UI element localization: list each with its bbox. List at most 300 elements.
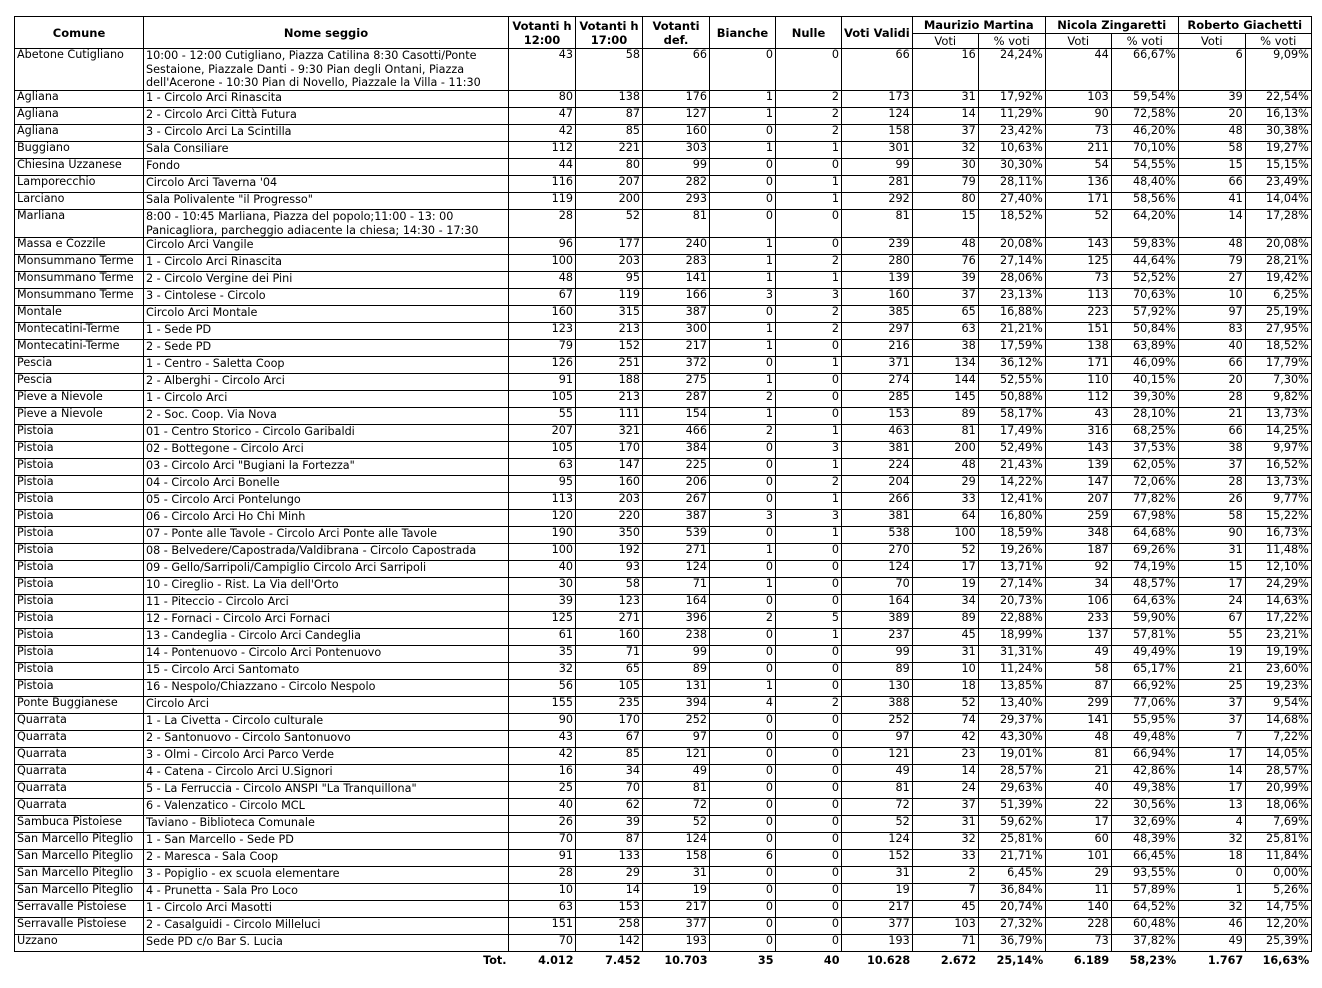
cell-nome-seggio: 1 - San Marcello - Sede PD — [144, 833, 509, 850]
cell-martina-pct: 36,12% — [978, 357, 1045, 374]
table-row — [15, 578, 1312, 595]
table-row — [15, 833, 1312, 850]
cell-zingaretti-pct: 39,30% — [1111, 391, 1178, 408]
cell-zingaretti-pct: 42,86% — [1111, 765, 1178, 782]
cell-votanti-17: 87 — [576, 108, 643, 125]
cell-voti-validi: 193 — [842, 935, 913, 952]
cell-zingaretti-pct: 46,09% — [1111, 357, 1178, 374]
cell-voti-validi: 385 — [842, 306, 913, 323]
cell-votanti-17: 200 — [576, 193, 643, 210]
cell-votanti-17: 39 — [576, 816, 643, 833]
cell-voti-validi: 164 — [842, 595, 913, 612]
cell-zingaretti-pct: 44,64% — [1111, 255, 1178, 272]
cell-martina-pct: 21,21% — [978, 323, 1045, 340]
cell-zingaretti-voti: 73 — [1045, 272, 1111, 289]
cell-martina-voti: 63 — [912, 323, 978, 340]
cell-giachetti-voti: 14 — [1178, 765, 1245, 782]
cell-giachetti-pct: 15,22% — [1245, 510, 1311, 527]
cell-voti-validi: 52 — [842, 816, 913, 833]
cell-nome-seggio: 2 - Casalguidi - Circolo Milleluci — [144, 918, 509, 935]
cell-voti-validi: 158 — [842, 125, 913, 142]
cell-nome-seggio: 2 - Santonuovo - Circolo Santonuovo — [144, 731, 509, 748]
cell-bianche: 0 — [710, 884, 776, 901]
cell-martina-voti: 103 — [912, 918, 978, 935]
cell-zingaretti-voti: 233 — [1045, 612, 1111, 629]
cell-zingaretti-pct: 66,45% — [1111, 850, 1178, 867]
cell-giachetti-pct: 14,25% — [1245, 425, 1311, 442]
cell-nulle: 0 — [776, 340, 842, 357]
cell-bianche: 0 — [710, 867, 776, 884]
cell-comune: Chiesina Uzzanese — [15, 159, 144, 176]
cell-zingaretti-pct: 48,40% — [1111, 176, 1178, 193]
cell-votanti-def: 121 — [643, 748, 710, 765]
cell-votanti-def: 66 — [643, 49, 710, 91]
cell-martina-pct: 11,24% — [978, 663, 1045, 680]
cell-zingaretti-pct: 63,89% — [1111, 340, 1178, 357]
cell-votanti-12: 26 — [509, 816, 576, 833]
total-voti-validi: 10.628 — [867, 953, 911, 967]
cell-nome-seggio: 2 - Circolo Arci Città Futura — [144, 108, 509, 125]
cell-zingaretti-voti: 40 — [1045, 782, 1111, 799]
cell-comune: Pistoia — [15, 595, 144, 612]
cell-nulle: 1 — [776, 142, 842, 159]
cell-martina-pct: 58,17% — [978, 408, 1045, 425]
cell-giachetti-pct: 13,73% — [1245, 476, 1311, 493]
cell-nulle: 0 — [776, 765, 842, 782]
cell-bianche: 1 — [710, 544, 776, 561]
cell-martina-voti: 29 — [912, 476, 978, 493]
cell-votanti-17: 213 — [576, 391, 643, 408]
cell-giachetti-pct: 15,15% — [1245, 159, 1311, 176]
cell-zingaretti-voti: 171 — [1045, 357, 1111, 374]
cell-voti-validi: 216 — [842, 340, 913, 357]
cell-votanti-def: 31 — [643, 867, 710, 884]
cell-comune: Quarrata — [15, 765, 144, 782]
cell-giachetti-pct: 14,04% — [1245, 193, 1311, 210]
cell-giachetti-voti: 18 — [1178, 850, 1245, 867]
cell-votanti-def: 394 — [643, 697, 710, 714]
cell-giachetti-voti: 10 — [1178, 289, 1245, 306]
cell-votanti-def: 131 — [643, 680, 710, 697]
cell-zingaretti-voti: 141 — [1045, 714, 1111, 731]
cell-giachetti-voti: 32 — [1178, 833, 1245, 850]
cell-nulle: 1 — [776, 272, 842, 289]
cell-votanti-def: 89 — [643, 663, 710, 680]
cell-giachetti-pct: 17,79% — [1245, 357, 1311, 374]
cell-zingaretti-pct: 54,55% — [1111, 159, 1178, 176]
cell-comune: Pieve a Nievole — [15, 408, 144, 425]
cell-martina-voti: 48 — [912, 459, 978, 476]
cell-votanti-17: 160 — [576, 476, 643, 493]
cell-votanti-17: 251 — [576, 357, 643, 374]
table-row — [15, 799, 1312, 816]
cell-voti-validi: 217 — [842, 901, 913, 918]
cell-giachetti-pct: 14,75% — [1245, 901, 1311, 918]
cell-zingaretti-voti: 143 — [1045, 238, 1111, 255]
cell-martina-pct: 10,63% — [978, 142, 1045, 159]
cell-comune: Montecatini-Terme — [15, 323, 144, 340]
cell-zingaretti-pct: 59,90% — [1111, 612, 1178, 629]
cell-votanti-def: 267 — [643, 493, 710, 510]
cell-bianche: 0 — [710, 442, 776, 459]
cell-bianche: 0 — [710, 765, 776, 782]
cell-comune: Pistoia — [15, 442, 144, 459]
cell-bianche: 1 — [710, 91, 776, 108]
cell-zingaretti-pct: 70,10% — [1111, 142, 1178, 159]
header-votanti-12: Votanti h 12:00 — [509, 17, 576, 49]
cell-zingaretti-voti: 136 — [1045, 176, 1111, 193]
cell-nome-seggio: 05 - Circolo Arci Pontelungo — [144, 493, 509, 510]
cell-giachetti-voti: 58 — [1178, 510, 1245, 527]
cell-votanti-17: 71 — [576, 646, 643, 663]
cell-zingaretti-pct: 77,82% — [1111, 493, 1178, 510]
cell-bianche: 1 — [710, 680, 776, 697]
cell-votanti-17: 188 — [576, 374, 643, 391]
cell-zingaretti-voti: 43 — [1045, 408, 1111, 425]
cell-nulle: 0 — [776, 799, 842, 816]
cell-votanti-12: 40 — [509, 561, 576, 578]
cell-martina-voti: 71 — [912, 935, 978, 952]
cell-martina-voti: 42 — [912, 731, 978, 748]
cell-votanti-17: 315 — [576, 306, 643, 323]
cell-zingaretti-voti: 171 — [1045, 193, 1111, 210]
cell-voti-validi: 19 — [842, 884, 913, 901]
cell-giachetti-pct: 27,95% — [1245, 323, 1311, 340]
cell-nulle: 0 — [776, 748, 842, 765]
cell-zingaretti-pct: 69,26% — [1111, 544, 1178, 561]
cell-martina-voti: 23 — [912, 748, 978, 765]
cell-votanti-def: 271 — [643, 544, 710, 561]
cell-giachetti-voti: 58 — [1178, 142, 1245, 159]
cell-nulle: 1 — [776, 357, 842, 374]
cell-zingaretti-voti: 259 — [1045, 510, 1111, 527]
cell-zingaretti-pct: 49,49% — [1111, 646, 1178, 663]
table-row — [15, 629, 1312, 646]
table-row — [15, 510, 1312, 527]
cell-votanti-12: 55 — [509, 408, 576, 425]
cell-giachetti-pct: 5,26% — [1245, 884, 1311, 901]
table-row — [15, 425, 1312, 442]
cell-bianche: 1 — [710, 578, 776, 595]
cell-votanti-12: 190 — [509, 527, 576, 544]
cell-giachetti-voti: 21 — [1178, 663, 1245, 680]
cell-votanti-17: 85 — [576, 748, 643, 765]
cell-giachetti-voti: 4 — [1178, 816, 1245, 833]
cell-votanti-def: 52 — [643, 816, 710, 833]
cell-nome-seggio: 1 - Circolo Arci — [144, 391, 509, 408]
cell-zingaretti-voti: 147 — [1045, 476, 1111, 493]
cell-zingaretti-pct: 67,98% — [1111, 510, 1178, 527]
cell-votanti-12: 160 — [509, 306, 576, 323]
cell-nulle: 0 — [776, 595, 842, 612]
cell-giachetti-voti: 27 — [1178, 272, 1245, 289]
cell-giachetti-voti: 37 — [1178, 697, 1245, 714]
cell-nulle: 0 — [776, 49, 842, 91]
cell-giachetti-pct: 28,21% — [1245, 255, 1311, 272]
cell-giachetti-voti: 13 — [1178, 799, 1245, 816]
cell-giachetti-voti: 67 — [1178, 612, 1245, 629]
cell-giachetti-pct: 23,21% — [1245, 629, 1311, 646]
cell-nulle: 0 — [776, 544, 842, 561]
cell-giachetti-pct: 14,05% — [1245, 748, 1311, 765]
cell-zingaretti-voti: 92 — [1045, 561, 1111, 578]
cell-votanti-12: 28 — [509, 867, 576, 884]
cell-votanti-12: 91 — [509, 850, 576, 867]
cell-zingaretti-pct: 74,19% — [1111, 561, 1178, 578]
cell-nome-seggio: 04 - Circolo Arci Bonelle — [144, 476, 509, 493]
cell-giachetti-pct: 23,60% — [1245, 663, 1311, 680]
cell-votanti-12: 112 — [509, 142, 576, 159]
cell-martina-pct: 11,29% — [978, 108, 1045, 125]
cell-votanti-17: 14 — [576, 884, 643, 901]
cell-giachetti-voti: 37 — [1178, 459, 1245, 476]
cell-zingaretti-voti: 228 — [1045, 918, 1111, 935]
cell-zingaretti-voti: 110 — [1045, 374, 1111, 391]
cell-votanti-def: 252 — [643, 714, 710, 731]
cell-votanti-def: 396 — [643, 612, 710, 629]
cell-voti-validi: 388 — [842, 697, 913, 714]
cell-votanti-12: 30 — [509, 578, 576, 595]
cell-zingaretti-pct: 66,94% — [1111, 748, 1178, 765]
cell-nulle: 2 — [776, 91, 842, 108]
total-martina-pct: 25,14% — [996, 953, 1044, 967]
cell-martina-pct: 52,49% — [978, 442, 1045, 459]
cell-nulle: 0 — [776, 935, 842, 952]
table-row — [15, 884, 1312, 901]
cell-zingaretti-pct: 57,81% — [1111, 629, 1178, 646]
cell-voti-validi: 81 — [842, 782, 913, 799]
cell-zingaretti-voti: 151 — [1045, 323, 1111, 340]
cell-giachetti-pct: 25,81% — [1245, 833, 1311, 850]
cell-bianche: 2 — [710, 391, 776, 408]
cell-giachetti-pct: 16,52% — [1245, 459, 1311, 476]
cell-zingaretti-voti: 140 — [1045, 901, 1111, 918]
cell-votanti-def: 124 — [643, 561, 710, 578]
cell-votanti-12: 155 — [509, 697, 576, 714]
cell-votanti-12: 120 — [509, 510, 576, 527]
cell-martina-voti: 38 — [912, 340, 978, 357]
cell-voti-validi: 239 — [842, 238, 913, 255]
cell-votanti-def: 293 — [643, 193, 710, 210]
table-row — [15, 782, 1312, 799]
cell-nulle: 2 — [776, 323, 842, 340]
cell-voti-validi: 99 — [842, 646, 913, 663]
cell-nome-seggio: 1 - Circolo Arci Rinascita — [144, 255, 509, 272]
cell-comune: Pistoia — [15, 646, 144, 663]
table-row — [15, 91, 1312, 108]
cell-votanti-17: 133 — [576, 850, 643, 867]
cell-bianche: 0 — [710, 663, 776, 680]
cell-votanti-12: 125 — [509, 612, 576, 629]
cell-votanti-17: 203 — [576, 255, 643, 272]
table-row — [15, 49, 1312, 91]
cell-nulle: 0 — [776, 901, 842, 918]
table-row — [15, 176, 1312, 193]
cell-martina-pct: 20,73% — [978, 595, 1045, 612]
cell-zingaretti-voti: 207 — [1045, 493, 1111, 510]
cell-votanti-12: 40 — [509, 799, 576, 816]
cell-nome-seggio: 4 - Prunetta - Sala Pro Loco — [144, 884, 509, 901]
cell-giachetti-pct: 25,39% — [1245, 935, 1311, 952]
cell-zingaretti-pct: 64,52% — [1111, 901, 1178, 918]
cell-giachetti-voti: 17 — [1178, 748, 1245, 765]
cell-votanti-17: 170 — [576, 714, 643, 731]
cell-nulle: 5 — [776, 612, 842, 629]
header-candidate-martina: Maurizio Martina — [912, 17, 1045, 34]
cell-voti-validi: 99 — [842, 159, 913, 176]
table-row — [15, 374, 1312, 391]
cell-votanti-def: 158 — [643, 850, 710, 867]
cell-zingaretti-voti: 54 — [1045, 159, 1111, 176]
cell-votanti-17: 62 — [576, 799, 643, 816]
cell-voti-validi: 124 — [842, 108, 913, 125]
cell-giachetti-pct: 16,13% — [1245, 108, 1311, 125]
cell-zingaretti-voti: 58 — [1045, 663, 1111, 680]
cell-zingaretti-pct: 32,69% — [1111, 816, 1178, 833]
cell-votanti-def: 166 — [643, 289, 710, 306]
cell-giachetti-pct: 17,22% — [1245, 612, 1311, 629]
cell-voti-validi: 139 — [842, 272, 913, 289]
cell-votanti-17: 321 — [576, 425, 643, 442]
cell-nulle: 1 — [776, 176, 842, 193]
cell-nome-seggio: 2 - Soc. Coop. Via Nova — [144, 408, 509, 425]
cell-martina-voti: 2 — [912, 867, 978, 884]
cell-nulle: 0 — [776, 816, 842, 833]
cell-martina-voti: 76 — [912, 255, 978, 272]
cell-votanti-def: 539 — [643, 527, 710, 544]
header-nome-seggio: Nome seggio — [144, 17, 509, 49]
cell-voti-validi: 31 — [842, 867, 913, 884]
subheader-voti: Voti — [1045, 34, 1111, 49]
cell-comune: Pieve a Nievole — [15, 391, 144, 408]
cell-votanti-17: 213 — [576, 323, 643, 340]
table-row — [15, 159, 1312, 176]
cell-nulle: 1 — [776, 527, 842, 544]
table-row — [15, 289, 1312, 306]
total-nulle: 40 — [823, 953, 840, 967]
cell-giachetti-voti: 83 — [1178, 323, 1245, 340]
cell-comune: Pistoia — [15, 476, 144, 493]
cell-nulle: 0 — [776, 663, 842, 680]
cell-zingaretti-voti: 138 — [1045, 340, 1111, 357]
cell-giachetti-voti: 46 — [1178, 918, 1245, 935]
cell-zingaretti-voti: 22 — [1045, 799, 1111, 816]
cell-nome-seggio: 01 - Centro Storico - Circolo Garibaldi — [144, 425, 509, 442]
cell-zingaretti-pct: 28,10% — [1111, 408, 1178, 425]
cell-zingaretti-pct: 70,63% — [1111, 289, 1178, 306]
cell-votanti-12: 35 — [509, 646, 576, 663]
cell-martina-pct: 27,14% — [978, 578, 1045, 595]
cell-votanti-12: 123 — [509, 323, 576, 340]
cell-bianche: 0 — [710, 459, 776, 476]
header-nulle: Nulle — [776, 17, 842, 49]
cell-comune: Montecatini-Terme — [15, 340, 144, 357]
cell-bianche: 4 — [710, 697, 776, 714]
cell-nulle: 1 — [776, 629, 842, 646]
cell-nome-seggio: 03 - Circolo Arci "Bugiani la Fortezza" — [144, 459, 509, 476]
cell-zingaretti-pct: 60,48% — [1111, 918, 1178, 935]
cell-zingaretti-pct: 49,48% — [1111, 731, 1178, 748]
cell-nome-seggio: 1 - Centro - Saletta Coop — [144, 357, 509, 374]
cell-martina-pct: 24,24% — [978, 49, 1045, 91]
cell-martina-voti: 45 — [912, 901, 978, 918]
cell-martina-pct: 43,30% — [978, 731, 1045, 748]
cell-giachetti-voti: 48 — [1178, 125, 1245, 142]
cell-martina-pct: 27,14% — [978, 255, 1045, 272]
cell-martina-voti: 134 — [912, 357, 978, 374]
cell-comune: Pistoia — [15, 459, 144, 476]
header-bianche: Bianche — [710, 17, 776, 49]
cell-comune: Serravalle Pistoiese — [15, 918, 144, 935]
cell-nome-seggio: 2 - Alberghi - Circolo Arci — [144, 374, 509, 391]
cell-giachetti-pct: 23,49% — [1245, 176, 1311, 193]
cell-bianche: 0 — [710, 833, 776, 850]
cell-giachetti-pct: 11,48% — [1245, 544, 1311, 561]
cell-voti-validi: 72 — [842, 799, 913, 816]
cell-nome-seggio: 13 - Candeglia - Circolo Arci Candeglia — [144, 629, 509, 646]
table-row — [15, 357, 1312, 374]
cell-nulle: 0 — [776, 391, 842, 408]
cell-votanti-def: 176 — [643, 91, 710, 108]
cell-votanti-17: 95 — [576, 272, 643, 289]
cell-zingaretti-voti: 101 — [1045, 850, 1111, 867]
cell-martina-voti: 33 — [912, 850, 978, 867]
cell-nome-seggio: 3 - Popiglio - ex scuola elementare — [144, 867, 509, 884]
cell-votanti-def: 81 — [643, 782, 710, 799]
cell-votanti-def: 160 — [643, 125, 710, 142]
cell-nome-seggio: 2 - Sede PD — [144, 340, 509, 357]
cell-bianche: 0 — [710, 918, 776, 935]
cell-martina-pct: 36,84% — [978, 884, 1045, 901]
cell-votanti-12: 70 — [509, 833, 576, 850]
cell-bianche: 0 — [710, 493, 776, 510]
cell-comune: Agliana — [15, 108, 144, 125]
cell-zingaretti-pct: 30,56% — [1111, 799, 1178, 816]
subheader-pct: % voti — [1245, 34, 1311, 49]
cell-martina-pct: 19,01% — [978, 748, 1045, 765]
cell-votanti-def: 283 — [643, 255, 710, 272]
cell-votanti-17: 258 — [576, 918, 643, 935]
cell-votanti-def: 275 — [643, 374, 710, 391]
cell-bianche: 1 — [710, 108, 776, 125]
header-comune: Comune — [15, 17, 144, 49]
cell-martina-voti: 37 — [912, 289, 978, 306]
table-row — [15, 697, 1312, 714]
cell-nome-seggio: 09 - Gello/Sarripoli/Campiglio Circolo Arci Sarripoli — [144, 561, 509, 578]
cell-votanti-12: 67 — [509, 289, 576, 306]
cell-voti-validi: 301 — [842, 142, 913, 159]
cell-voti-validi: 381 — [842, 442, 913, 459]
cell-bianche: 1 — [710, 323, 776, 340]
cell-martina-voti: 14 — [912, 108, 978, 125]
cell-comune: Pistoia — [15, 527, 144, 544]
cell-votanti-17: 177 — [576, 238, 643, 255]
cell-zingaretti-voti: 143 — [1045, 442, 1111, 459]
cell-giachetti-pct: 30,38% — [1245, 125, 1311, 142]
cell-nulle: 2 — [776, 108, 842, 125]
cell-votanti-def: 141 — [643, 272, 710, 289]
cell-martina-voti: 10 — [912, 663, 978, 680]
table-row — [15, 935, 1312, 952]
cell-martina-voti: 48 — [912, 238, 978, 255]
cell-martina-pct: 18,52% — [978, 210, 1045, 238]
cell-comune: Monsummano Terme — [15, 272, 144, 289]
cell-nome-seggio: 3 - Circolo Arci La Scintilla — [144, 125, 509, 142]
header-voti-validi: Voti Validi — [842, 17, 913, 49]
cell-giachetti-voti: 7 — [1178, 731, 1245, 748]
cell-giachetti-voti: 97 — [1178, 306, 1245, 323]
cell-giachetti-voti: 40 — [1178, 340, 1245, 357]
